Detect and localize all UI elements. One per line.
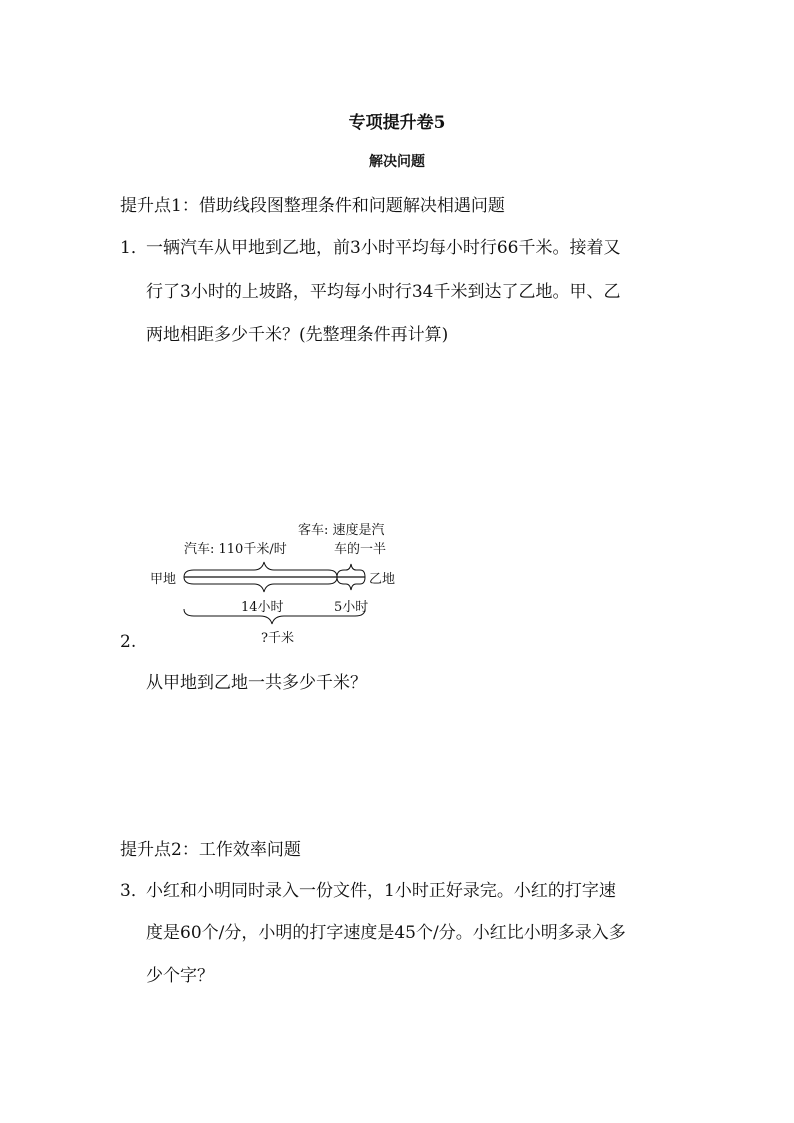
bus-speed-label-line-2: 车的一半 — [334, 542, 387, 557]
question-1-number: 1． — [120, 238, 148, 258]
question-3-line-3: 少个字？ — [146, 966, 214, 986]
question-3-line-2: 度是60个/分，小明的打字速度是45个/分。小红比小明多录入多 — [146, 923, 626, 943]
section-1-heading: 提升点1：借助线段图整理条件和问题解决相遇问题 — [120, 196, 505, 216]
car-time-label: 14小时 — [241, 600, 284, 615]
question-2-text: 从甲地到乙地一共多少千米？ — [146, 673, 367, 693]
question-2-number: 2. — [120, 632, 137, 652]
document-subtitle: 解决问题 — [369, 154, 425, 170]
car-distance-upper-brace — [184, 562, 337, 577]
bus-time-label: 5小时 — [334, 600, 369, 615]
section-2-heading: 提升点2：工作效率问题 — [120, 840, 301, 860]
question-3-number: 3． — [120, 881, 148, 901]
bus-speed-label-line-1: 客车: 速度是汽 — [298, 523, 385, 538]
total-distance-label: ?千米 — [261, 631, 294, 646]
document-title: 专项提升卷5 — [348, 113, 446, 133]
car-time-lower-brace — [184, 577, 337, 592]
bus-time-lower-brace — [337, 577, 365, 590]
car-speed-label: 汽车: 110千米/时 — [184, 542, 287, 557]
question-1-line-3: 两地相距多少千米？(先整理条件再计算) — [146, 325, 449, 345]
question-1-line-1: 一辆汽车从甲地到乙地，前3小时平均每小时行66千米。接着又 — [146, 238, 621, 258]
question-1-line-2: 行了3小时的上坡路，平均每小时行34千米到达了乙地。甲、乙 — [146, 282, 621, 302]
start-point-label: 甲地 — [150, 572, 177, 587]
line-segment-diagram — [148, 515, 408, 645]
end-point-label: 乙地 — [369, 572, 396, 587]
bus-distance-upper-brace — [337, 564, 365, 577]
question-3-line-1: 小红和小明同时录入一份文件，1小时正好录完。小红的打字速 — [146, 881, 616, 901]
